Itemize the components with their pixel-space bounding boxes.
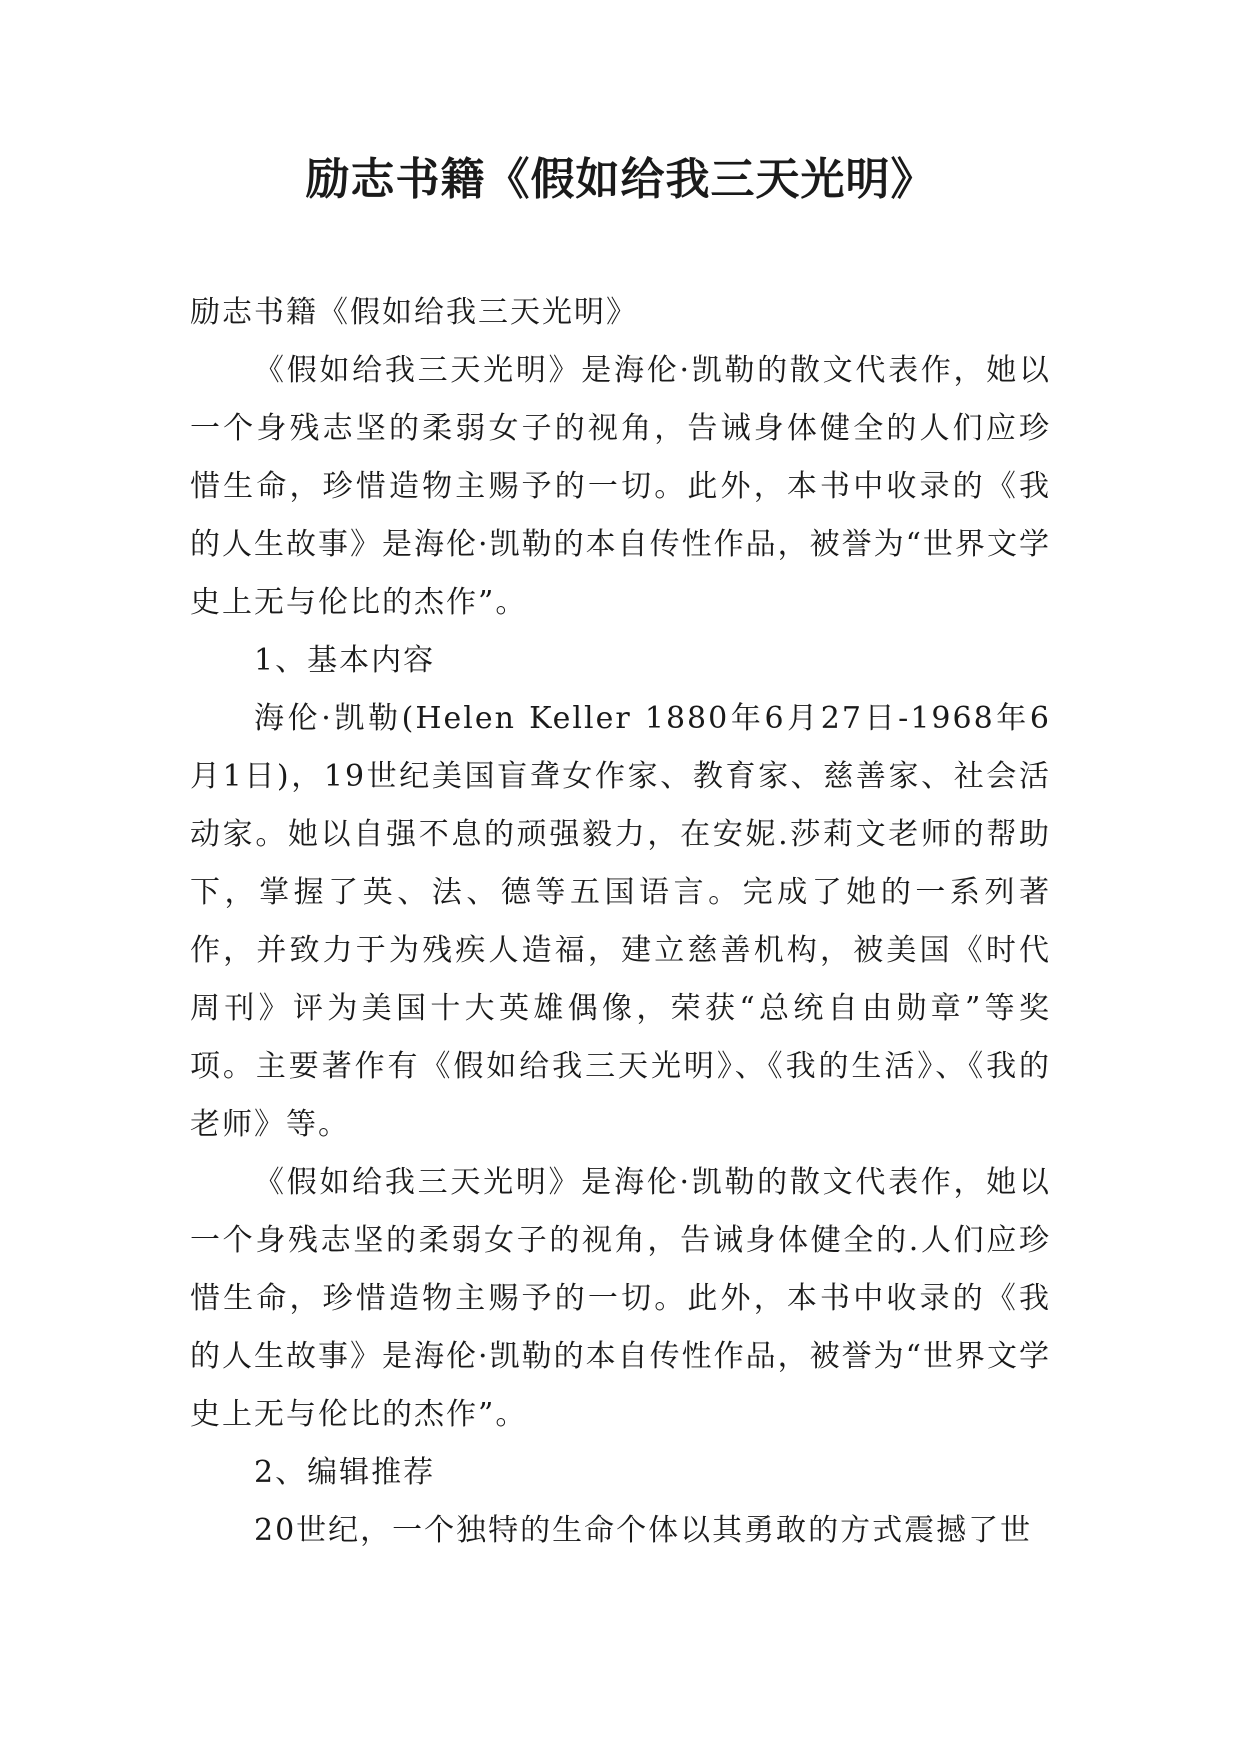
subtitle-paragraph: 励志书籍《假如给我三天光明》 <box>190 295 638 330</box>
recommendation-paragraph: 20世纪，一个独特的生命个体以其勇敢的方式震撼了世 <box>254 1513 1033 1548</box>
intro-paragraph: 《假如给我三天光明》是海伦·凯勒的散文代表作，她以一个身残志坚的柔弱女子的视角，告诫身体健全的人们应珍惜生命，珍惜造物主赐予的一切。此外，本书中收录的《我的人生故事》是海伦·凯勒的本自传性作品，被誉为“世界文学史上无与伦比的杰作”。 <box>190 353 1051 620</box>
section-heading-basic-content: 1、基本内容 <box>254 643 436 678</box>
repeated-intro-paragraph: 《假如给我三天光明》是海伦·凯勒的散文代表作，她以一个身残志坚的柔弱女子的视角，告诫身体健全的.人们应珍惜生命，珍惜造物主赐予的一切。此外，本书中收录的《我的人生故事》是海伦·凯勒的本自传性作品，被誉为“世界文学史上无与伦比的杰作”。 <box>190 1165 1051 1432</box>
document-title: 励志书籍《假如给我三天光明》 <box>305 154 936 205</box>
section-heading-editor-recommendation: 2、编辑推荐 <box>254 1455 436 1490</box>
biography-paragraph: 海伦·凯勒(Helen Keller 1880年6月27日-1968年6月1日)，19世纪美国盲聋女作家、教育家、慈善家、社会活动家。她以自强不息的顽强毅力，在安妮.莎莉文老师的帮助下，掌握了英、法、德等五国语言。完成了她的一系列著作，并致力于为残疾人造福，建立慈善机构，被美国《时代周刊》评为美国十大英雄偶像，荣获“总统自由勋章”等奖项。主要著作有《假如给我三天光明》、《我的生活》、《我的老师》等。 <box>190 701 1051 1142</box>
document-body <box>190 284 1051 1560</box>
